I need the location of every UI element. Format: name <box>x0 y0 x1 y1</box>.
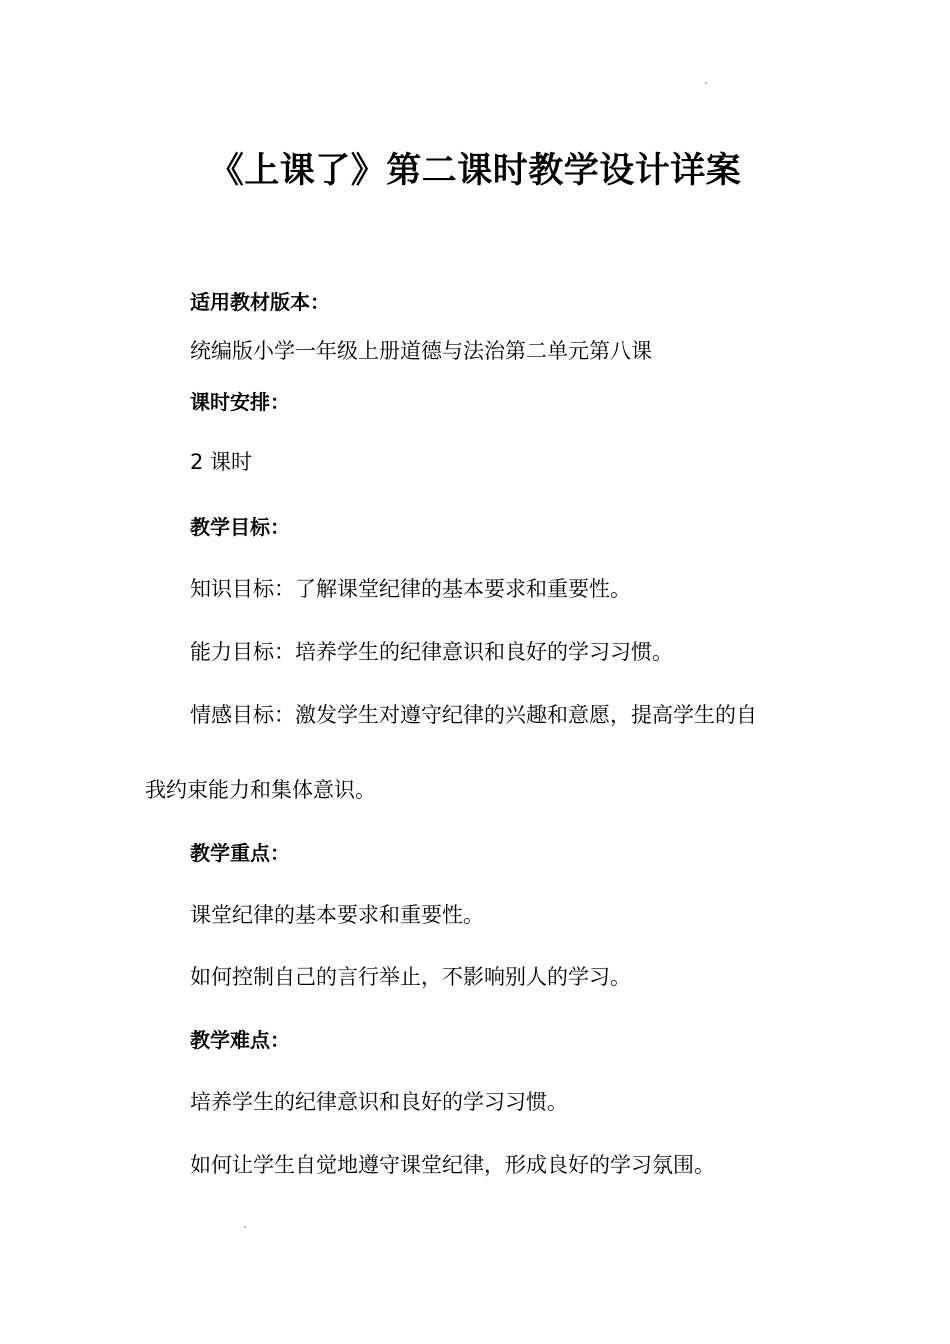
objective-emotion-continued: 我约束能力和集体意识。 <box>145 778 376 802</box>
textbook-version-text: 统编版小学一年级上册道德与法治第二单元第八课 <box>190 339 652 363</box>
objective-ability: 能力目标：培养学生的纪律意识和良好的学习习惯。 <box>190 640 673 664</box>
key-point-2: 如何控制自己的言行举止，不影响别人的学习。 <box>190 965 631 989</box>
heading-textbook-version: 适用教材版本： <box>190 290 330 314</box>
document-title: 《上课了》第二课时教学设计详案 <box>208 151 742 191</box>
page-corner-mark-top <box>705 82 707 84</box>
objective-knowledge: 知识目标：了解课堂纪律的基本要求和重要性。 <box>190 577 631 601</box>
difficulty-1: 培养学生的纪律意识和良好的学习习惯。 <box>190 1090 568 1114</box>
schedule-text: 2 课时 <box>190 450 253 474</box>
heading-key-points: 教学重点： <box>190 841 290 865</box>
heading-schedule: 课时安排： <box>190 390 290 414</box>
heading-objectives: 教学目标： <box>190 515 290 539</box>
difficulty-2: 如何让学生自觉地遵守课堂纪律，形成良好的学习氛围。 <box>190 1153 715 1177</box>
page-corner-mark-bottom <box>244 1226 246 1228</box>
heading-difficulties: 教学难点： <box>190 1028 290 1052</box>
key-point-1: 课堂纪律的基本要求和重要性。 <box>190 903 484 927</box>
objective-emotion: 情感目标：激发学生对遵守纪律的兴趣和意愿，提高学生的自 <box>190 703 757 727</box>
